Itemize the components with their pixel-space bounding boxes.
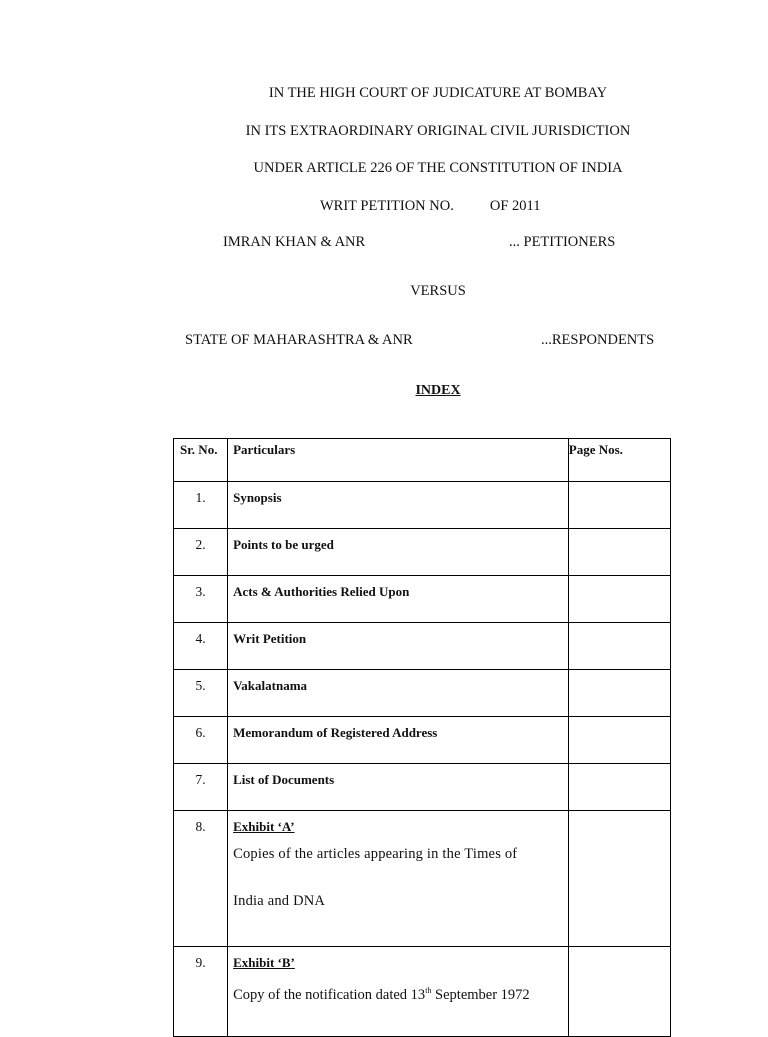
row-sr: 4. xyxy=(174,623,228,670)
court-heading: IN THE HIGH COURT OF JUDICATURE AT BOMBAY xyxy=(268,85,608,101)
respondent-role: ...RESPONDENTS xyxy=(541,332,655,348)
table-row xyxy=(174,529,671,576)
row-particulars xyxy=(228,717,569,764)
row-description-superscript: th xyxy=(425,986,432,995)
row-page-nos xyxy=(568,529,670,576)
header-page-nos: Page Nos. xyxy=(568,439,670,482)
table-row xyxy=(174,576,671,623)
row-description xyxy=(233,967,564,1019)
row-page-nos xyxy=(568,764,670,811)
row-particulars xyxy=(228,529,569,576)
row-page-nos xyxy=(568,811,670,947)
row-page-nos xyxy=(568,717,670,764)
index-title: INDEX xyxy=(415,383,461,398)
table-row xyxy=(174,623,671,670)
row-title: Points to be urged xyxy=(233,537,334,552)
row-particulars xyxy=(228,811,569,947)
table-row xyxy=(174,764,671,811)
table-row xyxy=(174,947,671,1037)
row-title: Exhibit ‘B’ xyxy=(233,955,295,970)
table-row xyxy=(174,811,671,947)
row-particulars xyxy=(228,764,569,811)
row-title: Vakalatnama xyxy=(233,678,308,693)
table-row xyxy=(174,670,671,717)
row-page-nos xyxy=(568,947,670,1037)
row-title: Synopsis xyxy=(233,490,282,505)
petition-year: OF 2011 xyxy=(489,198,541,214)
article-heading: UNDER ARTICLE 226 OF THE CONSTITUTION OF INDIA xyxy=(253,160,623,176)
row-sr: 6. xyxy=(174,717,228,764)
row-sr: 5. xyxy=(174,670,228,717)
row-title: Exhibit ‘A’ xyxy=(233,819,295,834)
row-sr: 8. xyxy=(174,811,228,947)
row-particulars xyxy=(228,947,569,1037)
versus-label: VERSUS xyxy=(410,283,466,299)
petitioner-role: ... PETITIONERS xyxy=(509,234,616,250)
table-row xyxy=(174,482,671,529)
row-sr: 7. xyxy=(174,764,228,811)
header-particulars: Particulars xyxy=(228,439,569,482)
row-description-text: Copy of the notification dated 13 xyxy=(233,986,426,1003)
petition-number xyxy=(320,198,540,215)
row-title: List of Documents xyxy=(233,772,335,787)
row-description-text: September 1972 xyxy=(431,986,530,1003)
row-particulars xyxy=(228,576,569,623)
table-row xyxy=(174,717,671,764)
row-sr: 9. xyxy=(174,947,228,1037)
row-title: Writ Petition xyxy=(233,631,307,646)
header-sr-no: Sr. No. xyxy=(174,439,228,482)
row-page-nos xyxy=(568,482,670,529)
jurisdiction-heading: IN ITS EXTRAORDINARY ORIGINAL CIVIL JURISDICTION xyxy=(245,123,631,139)
respondent-name: STATE OF MAHARASHTRA & ANR xyxy=(185,332,413,348)
row-description-line: India and DNA xyxy=(233,893,326,909)
index-table xyxy=(173,438,671,1037)
row-page-nos xyxy=(568,576,670,623)
row-page-nos xyxy=(568,623,670,670)
row-title: Acts & Authorities Relied Upon xyxy=(233,584,410,599)
row-description-line: Copies of the articles appearing in the Times of xyxy=(233,846,518,862)
row-particulars xyxy=(228,482,569,529)
row-title: Memorandum of Registered Address xyxy=(233,725,438,740)
row-particulars xyxy=(228,623,569,670)
row-sr: 3. xyxy=(174,576,228,623)
petition-number-label: WRIT PETITION NO. xyxy=(320,198,454,214)
row-particulars xyxy=(228,670,569,717)
row-sr: 2. xyxy=(174,529,228,576)
petitioner-name: IMRAN KHAN & ANR xyxy=(223,234,366,250)
row-sr: 1. xyxy=(174,482,228,529)
row-description xyxy=(233,831,564,925)
index-header-row xyxy=(174,439,671,482)
row-page-nos xyxy=(568,670,670,717)
